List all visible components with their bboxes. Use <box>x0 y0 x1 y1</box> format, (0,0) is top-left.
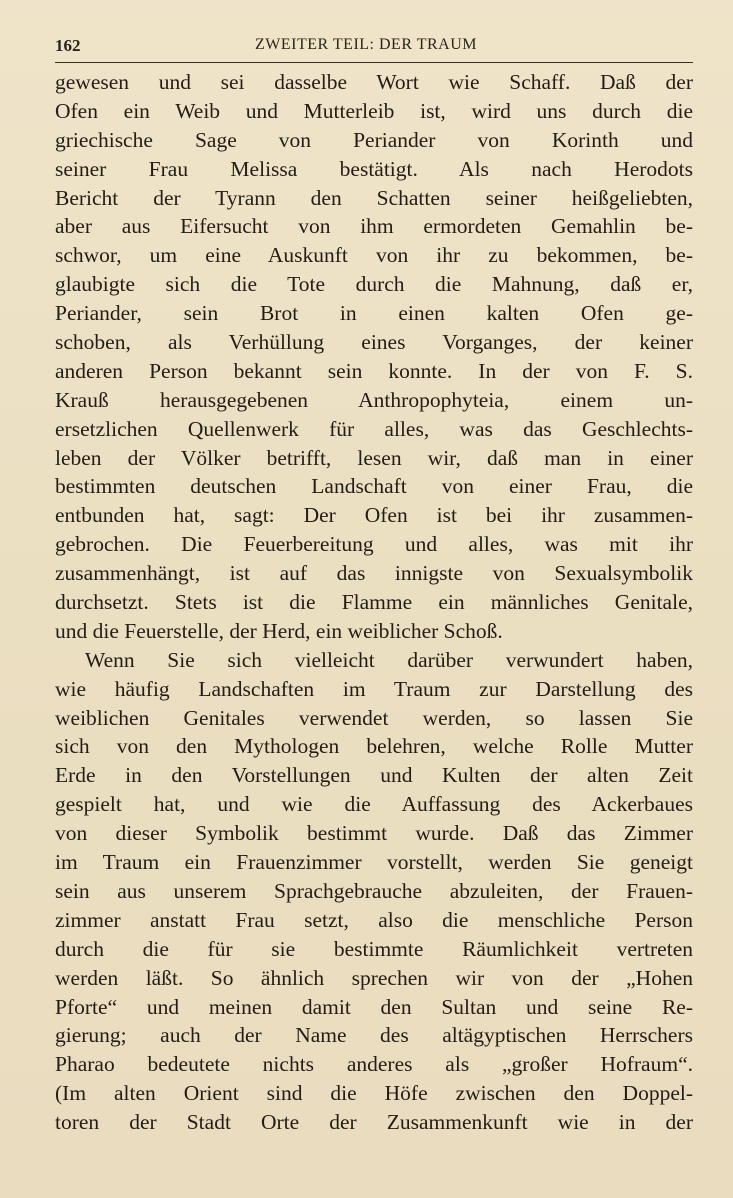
text-line: gespielt hat, und wie die Auffassung des Ackerbaues <box>55 792 693 817</box>
text-line: anderen Person bekannt sein konnte. In der von F. S. <box>55 358 693 383</box>
page-header <box>55 34 693 60</box>
text-line: weiblichen Genitales verwendet werden, so lassen Sie <box>55 705 693 730</box>
text-line: Pforte“ und meinen damit den Sultan und seine Re- <box>55 994 693 1019</box>
text-line: griechische Sage von Periander von Korinth und <box>55 127 693 152</box>
running-head: ZWEITER TEIL: DER TRAUM <box>255 36 477 53</box>
text-line: zusammenhängt, ist auf das innigste von Sexualsymbolik <box>55 561 693 586</box>
body-text <box>55 68 693 1137</box>
text-line: bestimmten deutschen Landschaft von einer Frau, die <box>55 474 693 499</box>
text-line: sein aus unserem Sprachgebrauche abzuleiten, der Frauen- <box>55 878 693 903</box>
text-line: wie häufig Landschaften im Traum zur Darstellung des <box>55 676 693 701</box>
text-line: schoben, als Verhüllung eines Vorganges, der keiner <box>55 330 693 355</box>
text-line: toren der Stadt Orte der Zusammenkunft wie in der <box>55 1110 693 1135</box>
text-line: Periander, sein Brot in einen kalten Ofen ge- <box>55 301 693 326</box>
text-line: werden läßt. So ähnlich sprechen wir von der „Hohen <box>55 965 693 990</box>
text-line: ersetzlichen Quellenwerk für alles, was das Geschlechts- <box>55 416 693 441</box>
text-line: (Im alten Orient sind die Höfe zwischen den Doppel- <box>55 1081 693 1106</box>
text-line: Pharao bedeutete nichts anderes als „großer Hofraum“. <box>55 1052 693 1077</box>
text-line: leben der Völker betrifft, lesen wir, daß man in einer <box>55 445 693 470</box>
text-line: im Traum ein Frauenzimmer vorstellt, werden Sie geneigt <box>55 850 693 875</box>
text-line: seiner Frau Melissa bestätigt. Als nach Herodots <box>55 156 693 181</box>
text-line: Erde in den Vorstellungen und Kulten der alten Zeit <box>55 763 693 788</box>
paragraph-1 <box>55 68 693 646</box>
paragraph-2 <box>55 646 693 1137</box>
text-line: durchsetzt. Stets ist die Flamme ein männliches Genitale, <box>55 590 693 615</box>
text-line: sich von den Mythologen belehren, welche Rolle Mutter <box>55 734 693 759</box>
text-line: gierung; auch der Name des altägyptischen Herrschers <box>55 1023 693 1048</box>
text-line: Ofen ein Weib und Mutterleib ist, wird uns durch die <box>55 98 693 123</box>
text-line: und die Feuerstelle, der Herd, ein weiblicher Schoß. <box>55 618 503 643</box>
text-line: zimmer anstatt Frau setzt, also die menschliche Person <box>55 907 693 932</box>
text-line: von dieser Symbolik bestimmt wurde. Daß das Zimmer <box>55 821 693 846</box>
text-line: gebrochen. Die Feuerbereitung und alles, was mit ihr <box>55 532 693 557</box>
text-line: gewesen und sei dasselbe Wort wie Schaff. Daß der <box>55 70 693 94</box>
text-line: aber aus Eifersucht von ihm ermordeten Gemahlin be- <box>55 214 693 239</box>
text-line: durch die für sie bestimmte Räumlichkeit vertreten <box>55 936 693 961</box>
text-line: entbunden hat, sagt: Der Ofen ist bei ihr zusammen- <box>55 503 693 528</box>
text-line: Bericht der Tyrann den Schatten seiner heißgeliebten, <box>55 185 693 210</box>
text-line: Krauß herausgegebenen Anthropophyteia, einem un- <box>55 387 693 412</box>
header-rule <box>55 62 693 63</box>
text-line: Wenn Sie sich vielleicht darüber verwundert haben, <box>85 647 693 672</box>
text-line: schwor, um eine Auskunft von ihr zu bekommen, be- <box>55 243 693 268</box>
text-line: glaubigte sich die Tote durch die Mahnung, daß er, <box>55 272 693 297</box>
page-number: 162 <box>55 36 81 55</box>
